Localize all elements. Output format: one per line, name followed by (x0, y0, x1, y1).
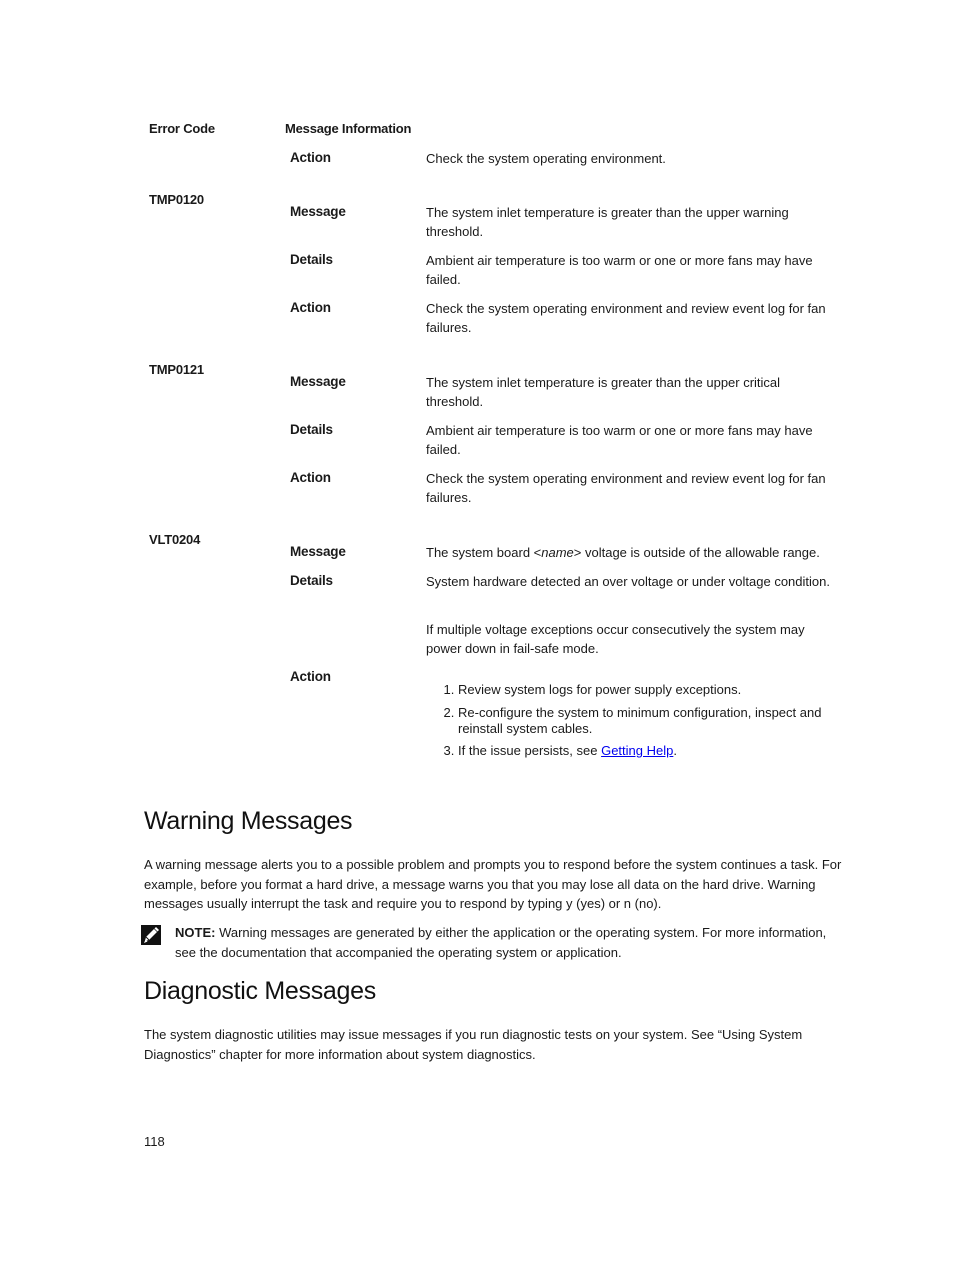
page-number: 118 (144, 1134, 165, 1149)
message-text-part: > voltage is outside of the allowable range. (573, 545, 820, 560)
error-code-tmp0121: TMP0121 (149, 362, 204, 377)
message-text-part: The system board < (426, 545, 542, 560)
warning-messages-heading: Warning Messages (144, 807, 353, 835)
action-step-text: . (673, 743, 677, 758)
action-text: Check the system operating environment and review event log for fan failures. (426, 471, 826, 505)
message-label: Message (290, 544, 346, 559)
note-label: NOTE: (175, 925, 216, 940)
details-text: If multiple voltage exceptions occur consecutively the system may power down in fail-safe mode. (426, 622, 805, 656)
details-label: Details (290, 252, 333, 267)
action-step: 2. Re-configure the system to minimum configuration, inspect and reinstall system cables. (458, 705, 858, 737)
action-text: Check the system operating environment and review event log for fan failures. (426, 301, 826, 335)
action-label: Action (290, 150, 331, 165)
error-code-vlt0204: VLT0204 (149, 532, 201, 547)
action-label: Action (290, 300, 331, 315)
action-label: Action (290, 470, 331, 485)
getting-help-link[interactable]: Getting Help (601, 743, 674, 758)
details-text: Ambient air temperature is too warm or one or more fans may have failed. (426, 253, 813, 287)
message-text: The system inlet temperature is greater than the upper critical threshold. (426, 375, 781, 409)
message-text (426, 543, 836, 562)
column-header-message-information: Message Information (285, 121, 412, 136)
diagnostic-messages-heading: Diagnostic Messages (144, 977, 376, 1005)
note-text: Warning messages are generated by either the application or the operating system. For more information, see the documentation that accompanied the operating system or application. (175, 925, 827, 960)
error-code-tmp0120: TMP0120 (149, 192, 204, 207)
pencil-note-icon (141, 925, 163, 952)
message-text: The system inlet temperature is greater than the upper warning threshold. (426, 205, 789, 239)
action-steps-list (426, 682, 858, 759)
action-step (458, 743, 858, 759)
details-text: System hardware detected an over voltage or under voltage condition. (426, 574, 830, 589)
action-label: Action (290, 669, 331, 684)
details-text: Ambient air temperature is too warm or one or more fans may have failed. (426, 423, 813, 457)
action-text: Check the system operating environment. (426, 151, 666, 166)
message-label: Message (290, 374, 346, 389)
note-paragraph (175, 923, 835, 962)
details-label: Details (290, 573, 333, 588)
action-steps (426, 682, 858, 766)
warning-messages-body: A warning message alerts you to a possible problem and prompts you to respond before the system continues a task. For example, before you format a hard drive, a message warns you that you may lose all data on the hard drive. Warning messages usually interrupt the task and require you to respond by typing y (yes) or n (no). (144, 857, 842, 911)
details-label: Details (290, 422, 333, 437)
diagnostic-messages-body: The system diagnostic utilities may issue messages if you run diagnostic tests on your system. See “Using System Diagnostics” chapter for more information about system diagnostics. (144, 1027, 803, 1062)
message-label: Message (290, 204, 346, 219)
action-step-text: If the issue persists, see (458, 743, 602, 758)
action-step: 1. Review system logs for power supply exceptions. (458, 682, 858, 698)
message-text-name: name (541, 545, 574, 560)
column-header-error-code: Error Code (149, 121, 215, 136)
